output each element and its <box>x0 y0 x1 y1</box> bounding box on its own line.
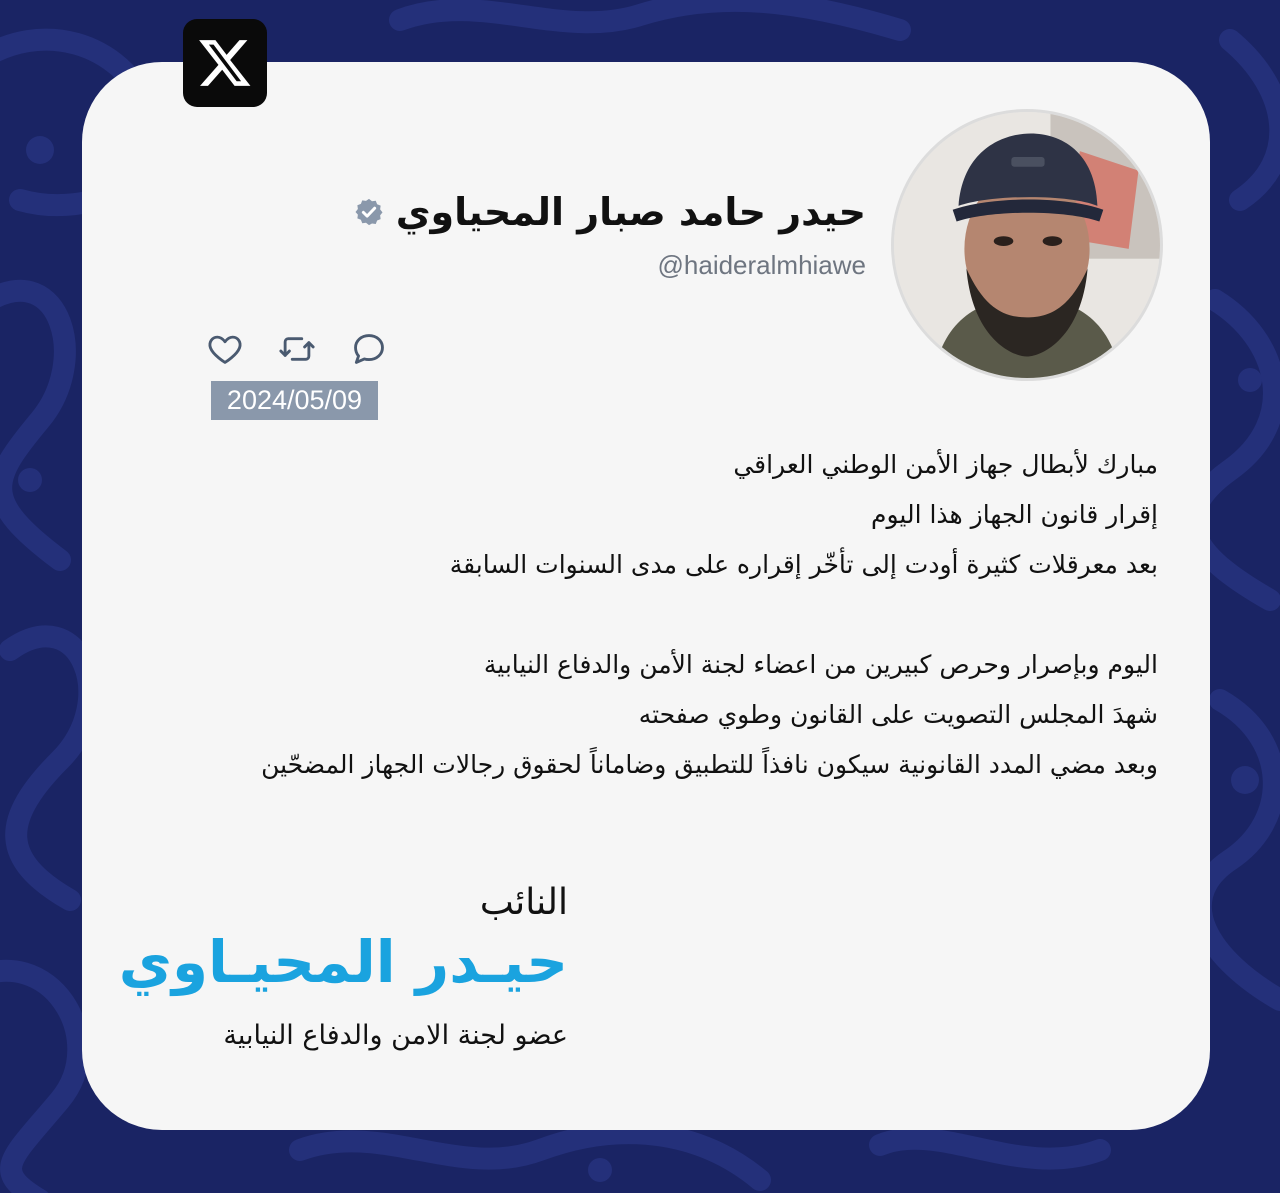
tweet-line: وبعد مضي المدد القانونية سيكون نافذاً للتطبيق وضاماناً لحقوق رجالات الجهاز المضحّين <box>261 750 1158 779</box>
signature-role: عضو لجنة الامن والدفاع النيابية <box>223 1020 568 1051</box>
x-logo-icon[interactable] <box>183 19 267 107</box>
tweet-line: شهدَ المجلس التصويت على القانون وطوي صفحته <box>638 700 1158 729</box>
tweet-line: بعد معرقلات كثيرة أودت إلى تأخّر إقراره على مدى السنوات السابقة <box>449 550 1158 579</box>
tweet-actions <box>206 330 388 368</box>
retweet-icon[interactable] <box>278 330 316 368</box>
avatar[interactable] <box>891 109 1163 381</box>
comment-bubble-icon[interactable] <box>350 330 388 368</box>
tweet-date: 2024/05/09 <box>211 381 378 420</box>
tweet-line: مبارك لأبطال جهاز الأمن الوطني العراقي <box>733 450 1158 479</box>
tweet-text <box>118 440 1158 790</box>
tweet-line: إقرار قانون الجهاز هذا اليوم <box>871 500 1158 529</box>
profile-name-row <box>354 190 866 234</box>
tweet-line-blank <box>118 590 1158 640</box>
signature-name: حيـدر المحيـاوي <box>118 928 568 996</box>
heart-icon[interactable] <box>206 330 244 368</box>
tweet-line: اليوم وبإصرار وحرص كبيرين من اعضاء لجنة الأمن والدفاع النيابية <box>483 650 1158 679</box>
verified-badge-icon <box>354 197 384 227</box>
signature-title: النائب <box>479 882 568 923</box>
user-handle[interactable]: @haideralmhiawe <box>657 250 866 280</box>
display-name: حيدر حامد صبار المحياوي <box>395 190 866 234</box>
